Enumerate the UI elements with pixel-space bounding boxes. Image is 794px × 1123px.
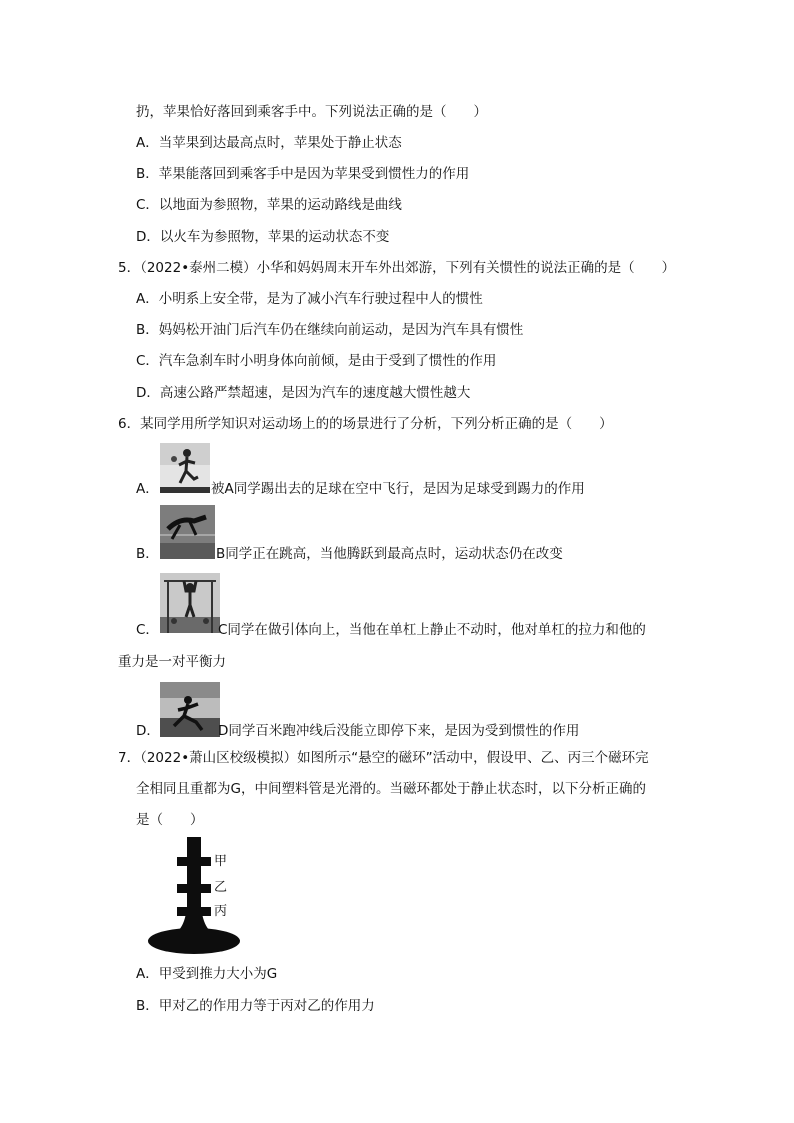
q7-option-a: A．甲受到推力大小为G [136, 966, 278, 982]
q6-option-d-prefix: D． [136, 723, 160, 739]
q5-stem: 5．（2022•泰州二模）小华和妈妈周末开车外出郊游，下列有关惯性的说法正确的是（ ） [118, 260, 676, 276]
q5-option-d: D．高速公路严禁超速，是因为汽车的速度越大惯性越大 [136, 385, 471, 401]
q5-option-a: A．小明系上安全带，是为了减小汽车行驶过程中人的惯性 [136, 291, 483, 307]
q4-option-b: B．苹果能落回到乘客手中是因为苹果受到惯性力的作用 [136, 166, 470, 182]
q6-option-c-text: C同学在做引体向上，当他在单杠上静止不动时，他对单杠的拉力和他的 [218, 622, 646, 638]
q4-stem-cont: 扔，苹果恰好落回到乘客手中。下列说法正确的是（ ） [136, 104, 487, 120]
high-jump-photo [160, 505, 215, 559]
q4-option-c: C．以地面为参照物，苹果的运动路线是曲线 [136, 197, 402, 213]
q6-option-d-text: D同学百米跑冲线后没能立即停下来，是因为受到惯性的作用 [218, 723, 580, 739]
q6-option-b-prefix: B． [136, 546, 159, 562]
q6-stem: 6．某同学用所学知识对运动场上的的场景进行了分析，下列分析正确的是（ ） [118, 416, 613, 432]
q6-option-b-text: B同学正在跳高，当他腾跃到最高点时，运动状态仍在改变 [216, 546, 563, 562]
q5-option-c: C．汽车急刹车时小明身体向前倾，是由于受到了惯性的作用 [136, 353, 497, 369]
ring-label-bing: 丙 [214, 904, 228, 919]
q7-stem-line2: 全相同且重都为G，中间塑料管是光滑的。当磁环都处于静止状态时，以下分析正确的 [136, 781, 646, 797]
q4-option-d: D．以火车为参照物，苹果的运动状态不变 [136, 229, 390, 245]
ring-label-jia: 甲 [214, 854, 228, 869]
sprint-photo [160, 682, 220, 737]
q4-option-a: A．当苹果到达最高点时，苹果处于静止状态 [136, 135, 402, 151]
ring-label-yi: 乙 [214, 880, 228, 895]
q6-option-a-prefix: A． [136, 481, 159, 497]
q7-stem-line3: 是（ ） [136, 812, 204, 828]
q6-option-a-text: 被A同学踢出去的足球在空中飞行，是因为足球受到踢力的作用 [211, 481, 585, 497]
q7-option-b: B．甲对乙的作用力等于丙对乙的作用力 [136, 998, 375, 1014]
q7-stem-line1: 7．（2022•萧山区校级模拟）如图所示“悬空的磁环”活动中，假设甲、乙、丙三个磁环完 [118, 750, 649, 766]
pull-up-photo [160, 573, 220, 633]
q6-option-c-prefix: C． [136, 622, 159, 638]
q6-option-c-cont: 重力是一对平衡力 [118, 654, 226, 670]
q5-option-b: B．妈妈松开油门后汽车仍在继续向前运动，是因为汽车具有惯性 [136, 322, 524, 338]
magnet-ring-figure [144, 835, 244, 960]
soccer-photo [160, 443, 210, 493]
